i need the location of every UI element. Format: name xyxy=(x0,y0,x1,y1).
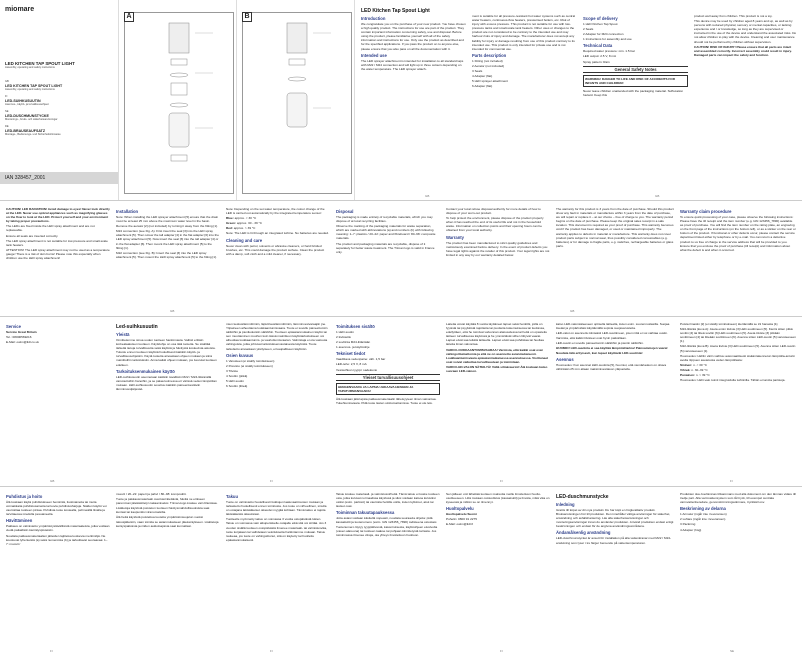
gb-warranty-details: The warranty for this product is 3 years from the date of purchase. Should this product show any fault in materials or manufacture within 3 years from the date of purchase, we will repair or replace it – at our choice – free of charge to you. The warranty period begins on the date of purchase. Please keep the original sales receipt in a safe location. This document is required as your proof of purchase. This warranty becomes void if the product has been damaged, or used or maintained improperly. The warranty applies to defects in material or manufacture. This warranty does not cover product parts subject to normal wear, thus possibly considered consumables (e.g. batteries) or for damage to fragile parts, e.g. switches, rechargeable batteries or glass parts. xyxy=(556,207,674,248)
gb-tech-heading: Technical Data xyxy=(583,43,613,49)
fi-safety-4: LED-suutin ei sovellu paineettomiin säiliöihin ja pieniin säiliöihin. xyxy=(556,341,644,346)
temp-color-label: Punainen: xyxy=(680,373,695,378)
fi-safety-2: LED-valot on asennettu kiinteästi LED-suuttimeen, joten niitä ei voi vaihtaa uusiin. xyxy=(556,331,668,336)
fi-page-1 xyxy=(0,320,802,485)
fi-claim-text: Jotta asiasi voidaan käsitellä nopeasti, noudata seuraavia ohjeita: pidä kassakuitti ja tuotenumero (esim. IAN 123456_7890) todisteena ostostasi. Tuotenumero löytyy tyyppikilvestä, kaiverruksesta, käyttöohjeen etusivulta (vasen alareuna) tai tuotteen taakse tai pohjaan kiinnitetystä tarrasta. Jos toiminnassa ilmenee vikoja, ota yhteys ilmoitettuun huoltoon. xyxy=(336,516,438,537)
fi-return-text: Sen jälkeen voit lähettää tuotteen maksutta meille ilmoitettuun huolto-osoitteeseen. Liitä mukaan ostotodistus (kassakuitti) ja ilmoita, mikä vika on kyseessä ja milloin se on ilmennyt. xyxy=(446,492,550,505)
fi-part-6: 6 Sovitin (litteä) xyxy=(226,384,248,389)
lang-fi: FI xyxy=(5,94,8,98)
gb-page-1 xyxy=(354,0,802,200)
gb-part-6: 6 Adapter (flat) xyxy=(472,84,493,89)
gb-disposal-5: To help protect the environment, please dispose of the product properly when it has reached the end of its useful life and not in the household waste. Information on collection points and their opening hours can be obtained from your local authority. xyxy=(446,216,544,233)
gb-col4-text: product well away from children. This product is not a toy. xyxy=(694,14,773,18)
fi-scope-3: 2 sovitinta M24-liitäntään xyxy=(336,340,371,345)
gb-claim-heading: Warranty claim procedure xyxy=(680,209,732,214)
page-number: SE xyxy=(730,648,735,653)
gb-install-3: M24 connection (see Fig. A): First insert the seal [3] into the LED spray attachment [5]. Then screw the tall adapter [4] in the flat adapter [6] into the LED spray attachment [5]. Now insert the seal [3] into the tall adapter [4] or in the flat adapter [6]. Then mount the LED spray attachment [5] to the fitting [1]. xyxy=(116,229,219,250)
cover-title-gb-2: LED KITCHEN TAP SPOUT LIGHT xyxy=(5,84,63,89)
se-use-text: LED-duschmunstycket är avsett för installation på alla vattenkranar med M22 / M24-anslutning som lyser i tre färger beroende på vattentemperaturen. xyxy=(556,536,672,545)
fi-clean-text: Älä koskaan käytä puhdistukseen bensiiniä, liuotinaineita tai muita voimakkaita puhdistusaineita tai kovia puhdistusharjoja. Näiden käyttö voi vaurioittaa tuotteen pintaa. Puhdista tuote kostealla, pehmeällä liinalla ja tarvittaessa miedolla pesuaineella. xyxy=(6,500,107,517)
gb-part-2: 2 Aerator (not included) xyxy=(472,63,505,68)
cover-sub-de: Montage-, Bedienungs- und Sicherheitshinweise xyxy=(5,133,61,137)
page-number: GB xyxy=(170,308,175,313)
fi-tech-1: Vaadittava vedenpaine: väh. 1,5 bar xyxy=(336,357,386,362)
fi-title: Led-suihkusuutin xyxy=(116,324,158,330)
gb-led-caution: CAUTION! LED RADIATION! Avoid damage to eyes! Never look directly at the LED. Never use optical appliances such as magnifying glasses on the flow to look at the LED. Protect yourself and your environment by taking proper precautions. xyxy=(6,207,110,224)
fi-claim-heading: Toiminnan takuutapauksessa xyxy=(336,510,395,516)
fi-children-text: Laitetta voivat käyttää 8 vuotta täyttäneet lapset sekä henkilöt, joilla on fyysisiä tai psyykkisiä rajoitteita tai puutteita kokemuksessa tai tiedoissa, edellyttäen, että he toimivat valvonnan alaisuudessa tai heitä on opastettu laitteen turvallisessa käytössä ja he ymmärtävät siihen liittyvät vaarat. Lapset eivät saa leikkiä laitteella. Lapset eivät saa puhdistaa tai huoltaa laitetta ilman valvontaa. xyxy=(446,322,548,347)
se-use-text-cont: Produkten ska överlämnas tillsammans med alla dokument om den lämnas vidare till tredje part. Alla varmvattensystem som tål tryck, till exempel centrala varmvattenberedare, genomströmningsvärmare, tryckkärl osv. xyxy=(680,492,796,505)
fi-part-3: 3 Tiiviste xyxy=(226,368,239,373)
row-divider xyxy=(0,316,802,317)
gb-parts-heading: Parts description xyxy=(472,52,507,58)
fi-safety-heading: Yleiset turvallisuusohjeet xyxy=(336,374,440,381)
gb-safety-warning: WARNING! DANGER TO LIFE AND RISK OF ACCIDENTS FOR INFANTS AND CHILDREN! xyxy=(583,75,688,87)
fi-safety-warning: HENGENVAARA JA LAPSIA UHKAAVA HENGEN JA TAPATURMANVAARA! xyxy=(336,383,440,395)
gb-tech-2: LED output: 2.5 V, 8 mA xyxy=(583,54,617,59)
se-intro-text: Grattis till köpet av din nya produkt. Du har köpt en högkvalitativ produkt. Bruksanvisningen hör till produkten. Den innehåller viktiga anvisningar för säkerhet, användning och avfallshantering. Läs alla säkerhetsanvisningar och monteringsanvisningar innan du använder produkten. Använd produkten endast enligt beskrivningen och endast för de angivna användningsområdena. xyxy=(556,508,674,529)
fi-led-note: Huomautus: LED-valo toimii integroidulla turbiinilla. Tähän ei tarvita paristoja. xyxy=(680,378,786,383)
temp-range: approx. > 39 °C xyxy=(233,226,256,231)
fi-service-name: Huoltopalvelu Suomi xyxy=(446,512,477,517)
gb-part-5: 5 LED sprayer attachment xyxy=(472,79,508,84)
brand-logo: miomare xyxy=(5,6,35,13)
se-part-3: 3 Packning xyxy=(680,522,696,527)
fi-part-1: 1 Varusteet (ei sisälly toimitukseen) xyxy=(226,358,275,363)
fi-safety-1: katso LED-valonsäteeseen optisella laitteella, kuten esim. suurennuslasilla. Suojaa itseäsi ja ympäristöäsi käyttämällä sopivia suojavarusteita. xyxy=(556,322,670,331)
fi-install-3: M22-liitäntä (kuva B): Aseta tiiviste [3] LED-suuttimeen [5]. Asenna sitten LED-suutin [5] varusteeseen [1]. xyxy=(680,344,796,353)
gb-part-1: 1 Fitting (not included) xyxy=(472,58,503,63)
fi-safety-3: Varmista, että kaikki tiivisteet ovat hyvin paikoillaan. xyxy=(556,336,627,341)
gb-install-4: M22 connection (see Fig. B): Insert the seal [3] into the LED spray attachment [5]. Then mount the LED spray attachment [5] to the fitting [1]. xyxy=(116,250,217,259)
gb-low-pressure: The LED spray attachment is not suitable for low pressure and small-scale tank heaters. xyxy=(6,238,108,247)
temp-range: approx. 30 - 39 °C xyxy=(236,221,263,226)
page-number: FI xyxy=(50,648,53,653)
gb-caution-text: CAUTION! RISK OF INJURY! Please ensure that all parts are intact and assembled correctly. Incorrect assembly could result in injury. Damaged parts can impact the safety and function. xyxy=(694,44,792,57)
fi-safety-text: Älä koskaan jätä lapsia pakkausmateriaalin läheisyyteen ilman valvontaa. Tukehtumisvaara. Pidä tuote lasten ulottumattomissa. Tuote ei ole lelu. xyxy=(336,396,437,405)
gb-led-fixed: The LEDs are fixed inside the LED spray attachment and are not replaceable. xyxy=(6,224,95,233)
fi-clean-heading: Puhdistus ja hoito xyxy=(6,494,43,499)
se-intro-heading: Inledning xyxy=(556,502,575,507)
page-number: GB xyxy=(570,308,575,313)
gb-disposal-4: Contact your local refuse disposal authority for more details of how to dispose of your worn-out product. xyxy=(446,207,541,216)
fi-warranty-heading: Takuu xyxy=(226,494,239,499)
gb-attention: ATTENTION! The LED spray attachment may not be used as a temperature gauge! There is a risk of skin burns! Please note this especially when children use the LED spray attachment! xyxy=(6,247,110,261)
se-part-1: 1 Armatur (ingår inte i leveransen) xyxy=(680,512,727,517)
page-number: FI xyxy=(270,648,273,653)
gb-disposal-1: The packaging is made entirely of recyclable materials, which you may dispose of at local recycling facilities. xyxy=(336,215,433,224)
gb-use-text: The LED sprayer attachment is intended for installation to all standard taps with M22 / M24 connection and will light up in three colours depending on the water temperature. The LED sprayer attach- xyxy=(361,58,464,71)
cover-sub-se: Monterings-, bruks- och säkerhetsanvisningar xyxy=(5,118,58,122)
se-parts-heading: Beskrivning av delarna xyxy=(680,506,726,512)
fi-injury-warning: VAROI LOUKKAANTUMISVAARAA! Varmista, että kaikki osat ovat vahingoittumattomia ja että ne on asennettu asianmukaisesti. Loukkaantumisvaara epäasianmukaisessa asennuksessa. Vioittuneet osat voivat vaikuttaa turvallisuuteen ja toimintaan. xyxy=(446,347,549,364)
gb-scope-2: 2 Seals xyxy=(583,27,594,32)
gb-use-text-cont: ment is suitable for all pressure-resistant hot water systems such as central water heaters, continuous-flow heaters, pressurised boilers, etc. Risk of injury with excess pressure. This product is not suitable for use with low-pressure tanks and small-scale tank heaters. Other uses or changes to the product are not considered to be contrary to the intended use and may harbour risks of injury and damage. The manufacturer does not accept any liability for injury or damage resulting from use of this product contrary to its intended use. This product is only intended for private use and is not intended for commercial use. xyxy=(472,14,575,51)
gb-intro-heading: Introduction xyxy=(361,16,386,21)
fi-install-note: Huomautus: Kun asennat LED-suutinta [5], huomioi, että viemäriaukon on oltava vähintään 25 mm altaan maksimivesitason yläpuolella. xyxy=(556,362,667,371)
gb-part-3: 3 Seals xyxy=(472,69,483,74)
temp-range: n. > 39 °C xyxy=(695,373,710,378)
temp-color-label: Green: xyxy=(226,221,236,226)
gb-tech-1: Required water pressure: min. 1.5 bar xyxy=(583,49,635,54)
gb-note-led: Note: The LED is lit through an integrated turbine. No batteries are needed. xyxy=(226,231,329,236)
gb-scope-4: 1 Instructions for assembly and use xyxy=(583,37,632,42)
fi-scope-2: 2 tiivistettä xyxy=(336,335,351,340)
lang-gb: GB xyxy=(5,79,9,83)
page-number: GB xyxy=(655,193,660,198)
fi-warranty-text: Tuote on valmistettu huolellisesti tiukkojen laatuvaatimusten mukaan ja tarkastettu huolellisesti ennen toimitusta. Jos tuote on virheellinen, sinulla on ostajana lakisääteiset oikeudet myyjää kohtaan. Tämä takuu ei rajoita lakisääteisiä oikeuksiasi. xyxy=(226,500,327,517)
gb-title: LED Kitchen Tap Spout Light xyxy=(361,8,430,14)
figure-a-page xyxy=(118,0,236,200)
tap-assembly-b-icon xyxy=(243,13,351,193)
row-divider xyxy=(0,200,802,201)
page-number: FI xyxy=(730,478,733,483)
gb-page-2 xyxy=(0,205,802,315)
page-number: GB xyxy=(425,193,430,198)
fi-install-heading: Asennus xyxy=(556,356,574,362)
figure-b-page xyxy=(236,0,354,200)
fi-disposal-heading: Hävittäminen xyxy=(6,518,33,524)
gb-part-4: 4 Adapter (flat) xyxy=(472,74,493,79)
gb-note-temp: Note: Depending on the set water temperature, the colour change of the LED is carried out automatically by the integrated temperature sensor: xyxy=(226,207,325,216)
fi-tech-heading: Tekniset tiedot xyxy=(336,351,366,357)
cover-sub-gb-2: Assembly, operating and safety instructions xyxy=(5,88,55,92)
fi-disposal-cont: muovit / 20–22: paperi ja pahvi / 80–98: komposiitit. xyxy=(116,492,187,496)
fi-disposal-text: Pakkaus on valmistettu ympäristöystävällisistä materiaaleista, jotka voidaan viedä paikallisiin kierrätyspisteisiin. xyxy=(6,524,110,533)
fi-scope-heading: Toimituksen sisältö xyxy=(336,324,375,329)
fi-disposal-env: Älä heitä käytöstä poistettua tuotetta ympäristönsuojelun vuoksi talousjätteisiin, vaan toimita se asianmukaiseen jätekeräykseen. Lisätietoja keräyspaikoista ja niiden aukioloajoista saat kunnaltasi. xyxy=(116,515,219,528)
ian-badge xyxy=(0,172,118,184)
fi-scope-4: 1 asennus- ja käyttöohje xyxy=(336,345,370,350)
gb-disposal-heading: Disposal xyxy=(336,209,354,214)
cover-title-gb: LED KITCHEN TAP SPOUT LIGHT xyxy=(5,61,75,66)
temp-range: approx. < 30 °C xyxy=(234,216,257,221)
figure-b xyxy=(242,12,352,194)
se-title: LED-duschmunstycke xyxy=(556,494,609,500)
se-part-4: 4 Adapter (hög) xyxy=(680,527,702,532)
fi-parts-heading: Osien kuvaus xyxy=(226,352,254,358)
fi-part-2: 2 Poreisto (ei sisälly toimitukseen) xyxy=(226,363,273,368)
fi-intro-heading: Yleistä xyxy=(116,332,130,337)
page-number: GB xyxy=(50,478,55,483)
gb-service-tel: Tel.: 08000569216 xyxy=(6,335,32,340)
fi-warranty-cover: Takuu koskee materiaali- ja valmistusvirheitä. Tämä takuu ei koske tuotteen osia, jotka kuluvat normaalissa käytössä ja siksi voidaan katsoa kuluviksi osiksi (esim. paristot) tai vaurioita herkille osille, kuten kytkimet, akut tai lasiset osat. xyxy=(336,492,440,509)
fi-disposal-info: Lisätietoja käytöstä poistetun tuotteen hävitysmahdollisuuksista saat kuntasi tai kaupunkisi viranomaisilta. xyxy=(116,506,210,515)
lang-se: SE xyxy=(5,109,9,113)
fi-scope-1: 1 LED-suutin xyxy=(336,330,354,334)
gb-install-2: Remove the aerator [2] (not included) by turning it away from the fitting [1]. xyxy=(116,224,218,229)
temp-color-label: Sininen: xyxy=(680,362,693,367)
gb-install-1: Note: When installing the LED sprayer attachment [5] ensure that the drain must be at least 25 mm above the maximum water level in the basin. xyxy=(116,215,219,224)
page-number: FI xyxy=(500,478,503,483)
gb-care-text: Never clean with petrol, solvents or abrasive cleaners, or hard bristled brushes, etc. This could damage the product surface. Clean the product with a damp, soft cloth and a mild cleaner, if necessary. xyxy=(226,243,325,256)
gb-scope-3: 2 Adapter for M24 connection xyxy=(583,32,624,37)
gb-disposal-2: Observe the marking of the packaging materials for waste separation, which are marked with abbreviations (a) and numbers (b) with following meaning: 1–7: plastics / 20–22: paper and fibreboard / 80–98: composite materials. xyxy=(336,224,436,241)
gb-warranty-text: The product has been manufactured to strict quality guidelines and meticulously examined before delivery. In the event of product defects you have legal rights against the retailer of this product. Your legal rights are not limited in any way by our warranty detailed below. xyxy=(446,240,550,257)
gb-use-heading: Intended use xyxy=(361,52,387,58)
cover-sub-gb: Assembly, operating and safety instructions xyxy=(5,66,55,70)
fi-service-tel: Puhelin: 0800 91 2275 xyxy=(446,517,477,522)
tap-assembly-a-icon xyxy=(125,13,233,193)
gb-intro-text: We congratulate you on the purchase of your new product. You have chosen a high quality product. The instructions for use are part of the product. They contain important information concerning safety, use and disposal. Before using the product, please familiarise yourself with all of the safety information and instructions for use. Only use the product as described and for the specified applications. If you pass the product on to anyone else, please ensure that you also pass on all the documentation with it. xyxy=(361,22,466,51)
fi-intro-text: Onnittelemme sinua uuden tuotteen hankinnasta. Valitsit erittäin korkealaatuisen tuotteen. Käyttöohje on osa tätä tuotetta. Se sisältää tärkeitä tietoja turvallisuutta sekä käyttöä ja hävitystä koskevista asioista. Tutustu ennen tuotteen käyttöä huolellisesti kaikkiin käyttö- ja turvallisuusohjeisiin. Käytä tuotetta ainoastaan ohjeen mukaan ja siinä mainittuihin tarkoituksiin. Anna kaikki ohjeet mukaan, jos luovutat tuotteen edelleen. xyxy=(116,338,217,367)
gb-service-mail: E-Mail: owim@lidl.co.uk xyxy=(6,340,39,345)
fi-disposal-text-2: Noudata pakkausmateriaalien jätteiden lajittelua koskevia merkintöjä. Ne koostuvat lyhenteistä (a) sekä numeroista (b) ja tarkoittavat seuraavaa: 1–7: muovit / xyxy=(6,533,108,546)
temp-color-label: Vihreä: xyxy=(680,367,691,372)
gb-service-heading: Service xyxy=(6,324,21,329)
gb-seals: Ensure all seals are inserted correctly. xyxy=(6,233,59,238)
fi-install-1: Poista ilmastin [2] (ei sisälly toimitukseen) kiertämällä se irti hanasta [1]. xyxy=(680,322,779,326)
fi-safety-5: HUOMIO! LED-suutinta ei saa käyttää lämpömittarina! Palovammojen vaara! Noudata tätä erityisesti, kun lapset käyttävät LED-suutinta! xyxy=(556,346,668,355)
fi-led-warning: VAROI LED-VALON SÄTEILYÄ! Vältä silmävauriot! Älä koskaan katso suoraan LED-valoon. xyxy=(446,364,548,374)
lang-de: DE xyxy=(5,124,9,128)
row-divider xyxy=(0,486,802,487)
figure-a xyxy=(124,12,234,194)
fi-part-5: 5 LED-suutin xyxy=(226,379,244,384)
se-part-2: 2 Luftare (ingår inte i leveransen) xyxy=(680,517,726,522)
gb-scope-1: 1 LED Kitchen Tap Spout xyxy=(583,22,618,26)
fi-temp-note: Huomautus: LEDin värin vaihtuu automaattisesti sisäänrakennetun lämpötila-anturin avulla riippuen asetetusta veden lämpötilasta: xyxy=(680,353,796,362)
fi-use-heading: Tarkoituksenmukainen käyttö xyxy=(116,368,175,374)
gb-tech-3: Spray pattern: Rain xyxy=(583,59,610,64)
ian-number: IAN 328457_2001 xyxy=(5,175,46,181)
fi-use-text: LED-suihkusuutin asennetaan kaikkiin tavallisiin M22 / M24-liitännällä varustettuihin hanoihin, ja se palaa kolmessa eri värissä veden lämpötilan mukaan. LED-suihkusuutin soveltuu kaikkiin paineenkestäviin lämminvesijärjestel- xyxy=(116,374,217,391)
fi-tech-2: LED-teho: 2,5 V, 8 mA xyxy=(336,362,367,367)
gb-scope-heading: Scope of delivery xyxy=(583,16,618,21)
se-use-heading: Ändamålsenlig användning xyxy=(556,530,611,536)
fi-page-2 xyxy=(0,490,802,655)
gb-service-name: Service Great Britain xyxy=(6,330,37,334)
gb-warranty-heading: Warranty xyxy=(446,234,464,240)
cover-title-se: LED-DUSCHMUNSTYCKE xyxy=(5,114,49,119)
temp-color-label: Blue: xyxy=(226,216,234,221)
cover-page xyxy=(0,0,118,200)
figure-a-label: A xyxy=(124,12,134,22)
gb-disposal-3: The product and packaging materials are recyclable, dispose of it separately for better waste treatment. The Triman logo is valid in France only. xyxy=(336,241,435,254)
fi-warranty-text-2: Tuotteelle myönnetty takuu on voimassa 3 vuotta ostopäivästä lukien. Takuu on voimassa vain alkuperäiselle ostajalle eikä sitä voi siirtää. Jos 3 vuoden sisällä tuotteen ostopäivästä ilmenee materiaali- tai valmistusvika, tuote korjataan tai vaihdetaan veloituksetta harkintamme mukaan. Takuu raukeaa, jos tuote on vahingoittunut, sitä on käytetty tai huollettu epäasianmukaisesti. xyxy=(226,517,328,542)
gb-col4-text-2: This device may be used by children aged 8 years and up, as well as by persons with reduced physical, sensory or mental capacities, or lacking experience and / or knowledge, so long as they are supervised or instructed in the use of the device and understand the associated risks. Do not allow children to play with the device. Cleaning and user maintenance should not be performed by children without supervision. xyxy=(694,19,797,44)
temp-range: n. < 30 °C xyxy=(693,362,707,367)
cover-title-de: LED-BRAUSEAUFSATZ xyxy=(5,129,46,134)
page-number: FI xyxy=(270,478,273,483)
fi-service-heading: Huoltopalvelu xyxy=(446,506,474,512)
fi-disposal-recycle: Tuote ja pakkausmateriaali ovat kierrätettäviä, hävitä ne erikseen paremman jätekäsittelyn takaamiseksi. Triman-logo koskee vain Ranskaa. xyxy=(116,497,218,506)
gb-safety-text: Never leave children unattended with the packaging material. Suffocation hazard. Keep this xyxy=(583,88,684,97)
temp-range: n. 30–39 °C xyxy=(691,367,708,372)
gb-safety-heading: General Safety Notes xyxy=(583,66,688,73)
fi-service-mail: E-Mail: owim@lidl.fi xyxy=(446,522,474,527)
gb-care-heading: Cleaning and care xyxy=(226,237,263,243)
gb-install-heading: Installation xyxy=(116,209,139,214)
figure-b-label: B xyxy=(242,12,252,22)
page-number: FI xyxy=(500,648,503,653)
temp-color-label: Red: xyxy=(226,226,233,231)
fi-tech-3: Vesisuihkun tyyppi: sadekuvio xyxy=(336,367,378,372)
fi-install-2: M24-liitäntä (kuva A): Aseta ensin tiiviste [3] LED-suuttimeen [5]. Kierrä sitten pitkä sovitin [4] tai litteä sovitin [6] LED-suuttimeen [5]. Aseta tiiviste [3] pitkään sovittimeen [4] tai litteään sovittimeen [6]. Asenna sitten LED-suutin [5] varusteeseen [1]. xyxy=(680,327,796,344)
fi-part-4: 4 Sovitin (pitkä) xyxy=(226,373,248,378)
gb-claim-text: To ensure quick processing of your case, please observe the following instructions: Please have the till receipt and the item number (e.g. IAN 123456_7890) available as proof of purchase. You will find the item number on the rating plate, an engraving on the front page of the instructions (on the bottom left), or as a sticker on the rear or bottom of the product. If functional or other defects occur, please contact the service department listed either by telephone or by e-mail. You can return a defective product to us free of charge to the service address that will be provided to you. Ensure that you enclose the proof of purchase (till receipt) and information about what the defect is and when it occurred. xyxy=(680,215,796,252)
cover-sub-fi: Asennus-, käyttö- ja turvallisuusohjeet xyxy=(5,103,49,107)
fi-use-text-cont: mien keskuslämmittimiin, läpivirtauslämmittimiin, lämminvesivaraajiin jne. Ylipaineen aiheuttama loukkaantumisvaara. Tuote ei sovellu paineettomiin säiliöihin ja pienikokoisiin säiliöihin. Tuotteen epäasianmukainen käyttö tai sen muuttaminen muuhun kuin tässä mainittuun käyttötarkoitukseen voi aiheuttaa loukkaantumis- ja vaurioitumisvaaran. Valmistaja ei ota vastuuta vahingoista, jotka johtuvat tarkoituksenvastaisesta käytöstä. Tuote tarkoitettu ainoastaan yksityiseen, ei kaupalliseen käyttöön. xyxy=(226,322,328,351)
cover-title-fi: LED-SUIHKUSUUTIN xyxy=(5,99,41,104)
